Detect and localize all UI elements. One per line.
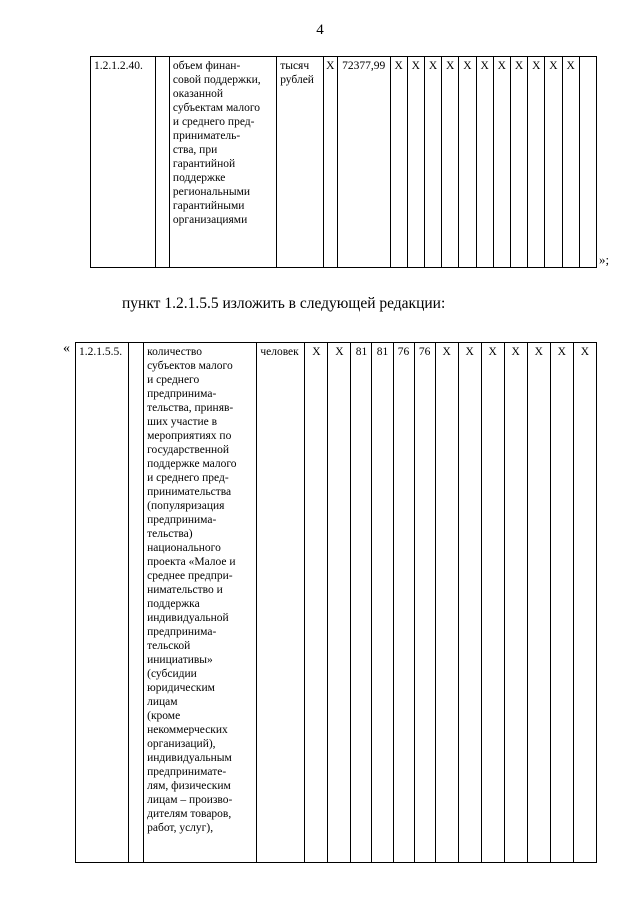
value-cell: X	[390, 57, 407, 268]
value-cell: 76	[414, 343, 435, 863]
row-description: объем финан- совой поддержки, оказанной субъектам малого и среднего пред- приниматель- ства, при гарантийной поддержке региональными гарантийными организациями	[169, 57, 276, 268]
value-cell: X	[510, 57, 527, 268]
row-description: количество субъектов малого и среднего предпринима- тельства, приняв- ших участие в мероприятиях по государственной поддержке малого и среднего пред- принимательства (популяризация предпринима- тельства) национального проекта «Малое и среднее предпри- нимательство и поддержка индивидуальной предпринима- тельской инициативы» (субсидии юридическим лицам (кроме некоммерческих организаций), индивидуальным предпринимате- лям, физическим лицам – произво- дителям товаров, работ, услуг),	[144, 343, 257, 863]
value-cell: X	[481, 343, 504, 863]
value-cell: X	[527, 343, 550, 863]
value-cell: X	[545, 57, 562, 268]
value-cell: X	[328, 343, 351, 863]
indicator-table-1	[90, 56, 597, 268]
value-cell: X	[435, 343, 458, 863]
value-cell: 72377,99	[337, 57, 390, 268]
value-cell: 76	[393, 343, 414, 863]
row-unit: человек	[257, 343, 305, 863]
value-cell: X	[459, 57, 476, 268]
closing-quote: »;	[599, 252, 610, 267]
value-cell: X	[442, 57, 459, 268]
empty-cell	[155, 57, 169, 268]
value-cell: 81	[351, 343, 372, 863]
value-cell: X	[323, 57, 337, 268]
value-cell: X	[573, 343, 596, 863]
value-cell: X	[476, 57, 493, 268]
value-cell: X	[493, 57, 510, 268]
value-cell: 81	[372, 343, 393, 863]
value-cell: X	[504, 343, 527, 863]
value-cell: X	[562, 57, 579, 268]
opening-quote: «	[63, 341, 70, 356]
value-cell: X	[550, 343, 573, 863]
row-unit: тысяч рублей	[277, 57, 324, 268]
value-cell: X	[424, 57, 441, 268]
page-number: 4	[316, 22, 324, 38]
empty-cell	[579, 57, 596, 268]
instruction-text: пункт 1.2.1.5.5 изложить в следующей редакции:	[122, 295, 446, 312]
indicator-table-2	[75, 342, 597, 863]
row-code: 1.2.1.2.40.	[91, 57, 156, 268]
value-cell: X	[458, 343, 481, 863]
value-cell: X	[407, 57, 424, 268]
value-cell: X	[305, 343, 328, 863]
row-code: 1.2.1.5.5.	[76, 343, 129, 863]
value-cell: X	[528, 57, 545, 268]
empty-cell	[129, 343, 144, 863]
